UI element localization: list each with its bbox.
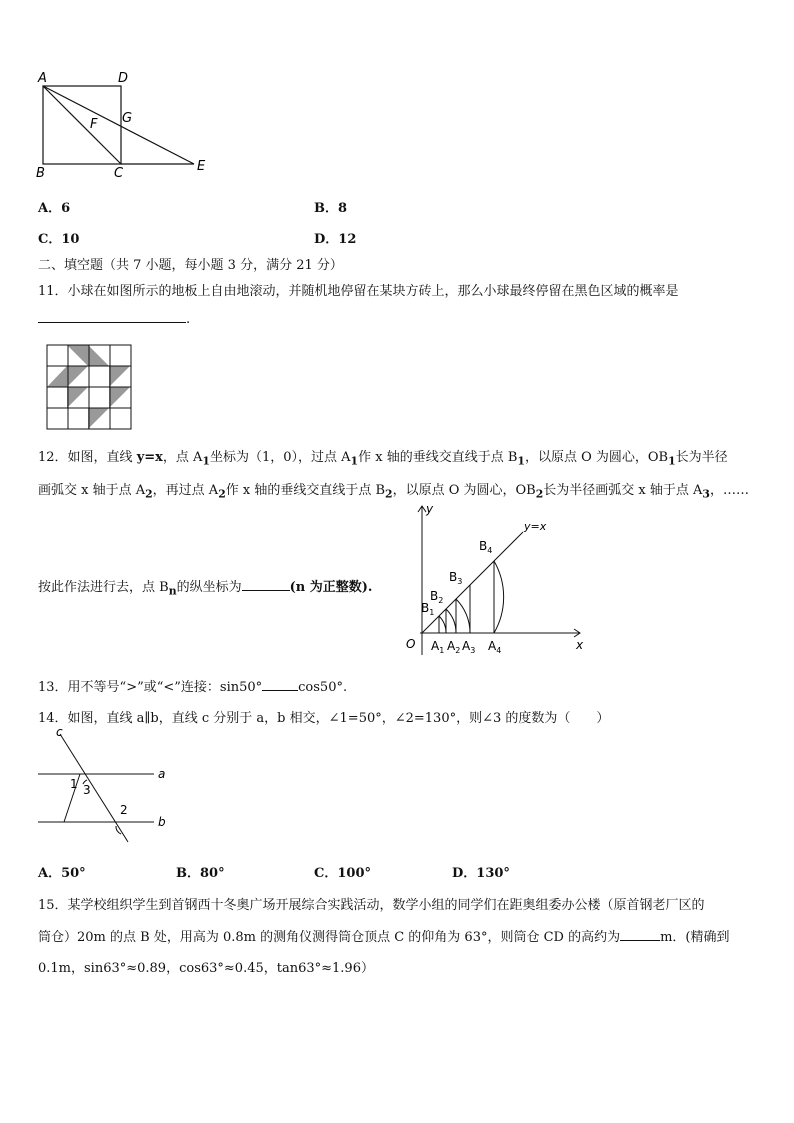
q15-answer-blank <box>620 926 660 941</box>
q12-answer-blank <box>242 576 290 591</box>
q10-option-a: A．6 <box>38 201 71 216</box>
angle-3-label: 3 <box>83 783 91 797</box>
b3-label: $B_3$ <box>449 570 463 586</box>
tile-floor-figure <box>46 344 134 430</box>
shaded-triangle <box>67 387 88 408</box>
y-axis-label: y <box>426 502 434 516</box>
q14-text: 14．如图，直线 a∥b，直线 c 分别于 a，b 相交，∠1=50°，∠2=130°，则∠3 的度数为（ ） <box>38 711 610 726</box>
q12-line-2: 画弧交 x 轴于点 $A_2$，再过点 $A_2$作 x 轴的垂线交直线于点 $B_2$，以原点 O 为圆心，$OB_2$长为半径画弧交 x 轴于点 $A_3$，…… <box>38 483 749 501</box>
b2-label: $B_2$ <box>430 589 444 605</box>
a3-label: $A_3$ <box>462 639 476 655</box>
label-b: B <box>36 166 45 180</box>
shaded-triangle <box>88 345 109 366</box>
q10-option-d: D．12 <box>314 232 357 247</box>
label-b: b <box>158 815 166 829</box>
parallel-lines-figure <box>36 726 176 848</box>
q13-text: 13．用不等号“>”或“<”连接：sin50° cos50°. <box>38 676 347 695</box>
label-f: F <box>90 117 98 132</box>
q15-line-1: 15．某学校组织学生到首钢西十冬奥广场开展综合实践活动，数学小组的同学们在距奥组委办公楼（原首钢老厂区的 <box>38 898 705 913</box>
angle-2-label: 2 <box>120 803 128 817</box>
q15-line-3: 0.1m，sin63°≈0.89，cos63°≈0.45，tan63°≈1.96） <box>38 961 374 976</box>
label-a: a <box>158 767 166 781</box>
shaded-triangle <box>67 345 88 366</box>
line-y-equals-x <box>422 532 523 633</box>
label-e: E <box>197 159 206 174</box>
shaded-triangle <box>67 366 88 387</box>
q15-line-2: 筒仓）20m 的点 B 处，用高为 0.8m 的测角仪测得筒仓顶点 C 的仰角为 63°，则筒仓 CD 的高约为 m．(精确到 <box>38 926 730 945</box>
q12-line-3: 按此作法进行去，点 $B_n$的纵坐标为 (n 为正整数). <box>38 576 372 598</box>
line-ae <box>43 86 194 164</box>
q14-option-a: A．50° <box>38 866 86 881</box>
q12-line-1: 12．如图，直线 y=x，点 $A_1$坐标为（1，0），过点 $A_1$作 x 轴的垂线交直线于点 $B_1$，以原点 O 为圆心，$OB_1$长为半径 <box>38 450 728 468</box>
x-axis-label: x <box>576 638 584 652</box>
coordinate-figure <box>398 500 586 658</box>
b4-label: $B_4$ <box>479 539 493 555</box>
label-a: A <box>38 71 47 86</box>
diagonal-ac <box>43 86 121 164</box>
angle-1-label: 1 <box>70 777 78 791</box>
shaded-triangle <box>109 387 130 408</box>
q13-answer-blank <box>262 676 298 691</box>
b1-label: $B_1$ <box>421 601 435 617</box>
q10-option-c: C．10 <box>38 232 80 247</box>
section-heading: 二、填空题（共 7 小题，每小题 3 分，满分 21 分） <box>38 258 343 273</box>
q14-option-c: C．100° <box>314 866 371 881</box>
label-c: c <box>56 726 63 739</box>
shaded-triangle <box>47 366 67 387</box>
a1-label: $A_1$ <box>431 639 445 655</box>
label-c: C <box>114 166 124 180</box>
a4-label: $A_4$ <box>488 639 502 655</box>
label-d: D <box>118 71 129 86</box>
q11-answer-blank: . <box>38 306 190 327</box>
q11-text: 11．小球在如图所示的地板上自由地滚动，并随机地停留在某块方砖上，那么小球最终停留在黑色区域的概率是 <box>38 284 679 299</box>
origin-label: O <box>406 637 416 651</box>
a2-label: $A_2$ <box>447 639 461 655</box>
shaded-triangle <box>88 408 109 429</box>
figure-square-diagram <box>34 66 214 180</box>
label-g: G <box>122 111 133 126</box>
q10-option-b: B．8 <box>314 201 348 216</box>
q14-option-d: D．130° <box>452 866 510 881</box>
shaded-triangle <box>109 366 130 387</box>
q14-option-b: B．80° <box>176 866 225 881</box>
line-label: y=x <box>524 520 547 533</box>
